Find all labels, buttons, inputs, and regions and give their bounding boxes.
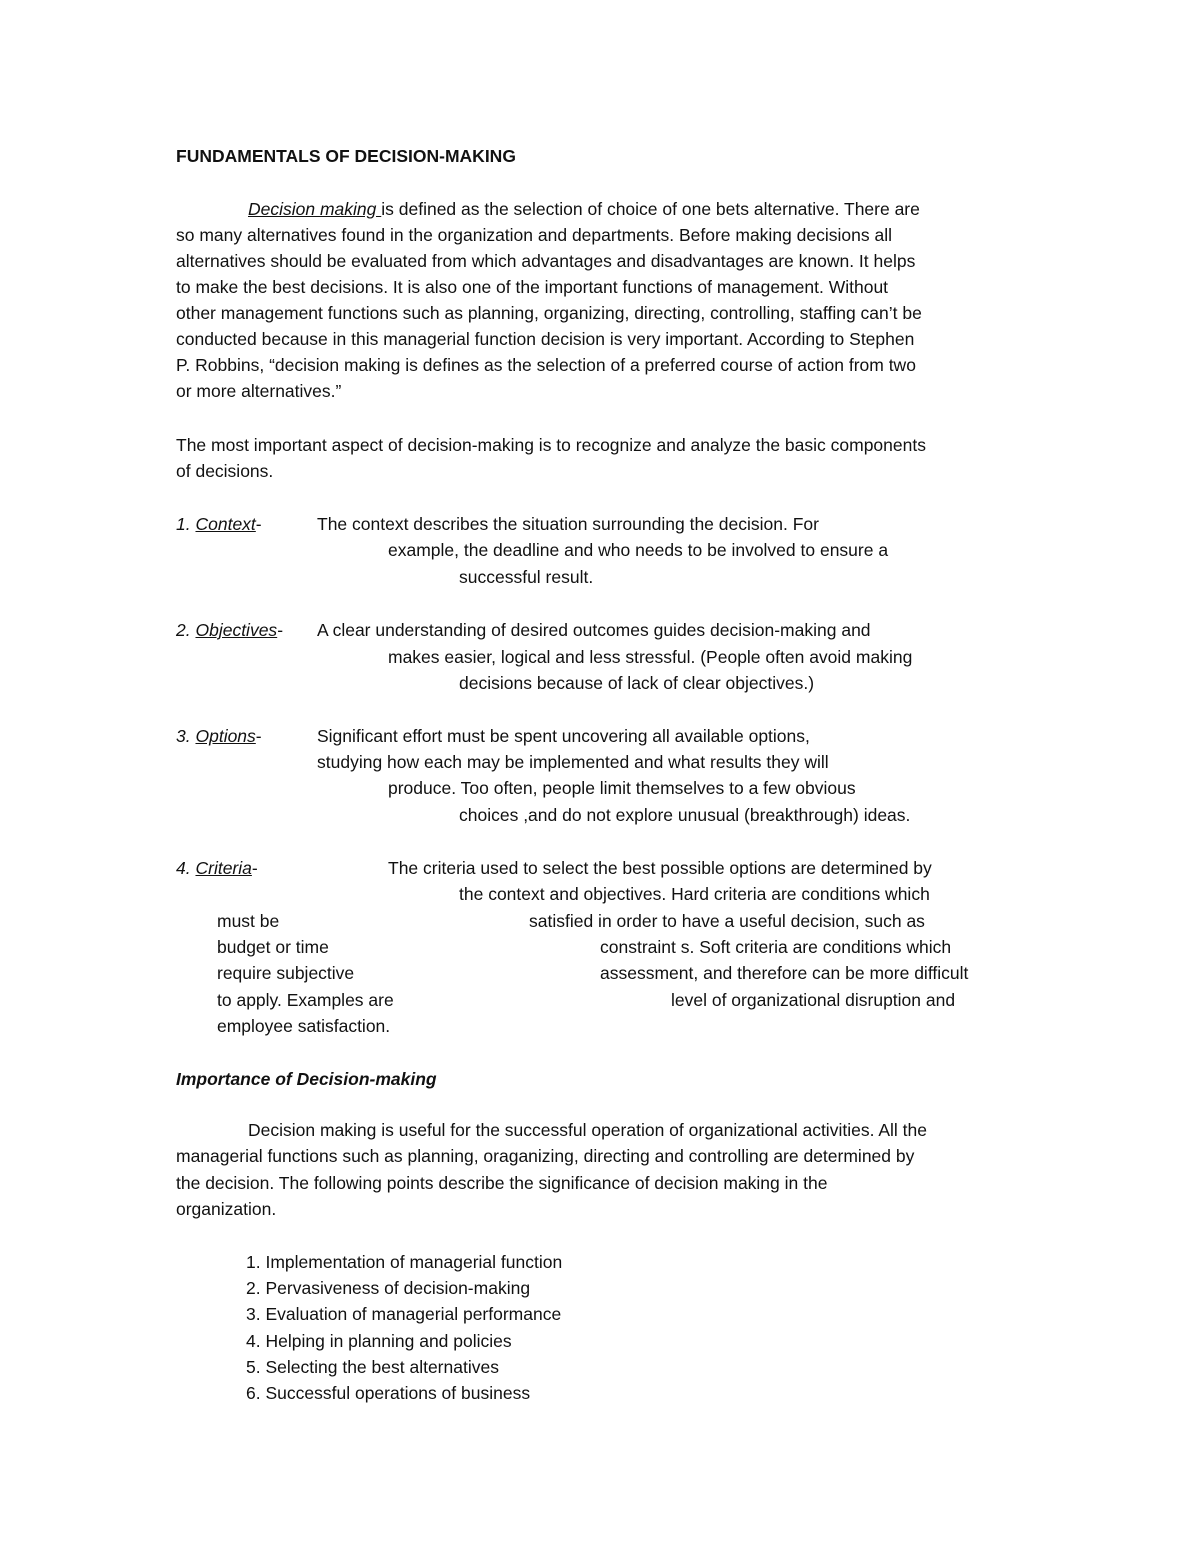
options-line-3: produce. Too often, people limit themselves to a few obvious	[388, 778, 856, 798]
page-title: FUNDAMENTALS OF DECISION-MAKING	[176, 146, 516, 166]
options-line-4: choices ,and do not explore unusual (breakthrough) ideas.	[459, 805, 911, 825]
criteria-line-2: the context and objectives. Hard criteria are conditions which	[459, 884, 930, 904]
aspect-line-2: of decisions.	[176, 461, 274, 481]
list-item: 1. Implementation of managerial function	[246, 1252, 563, 1272]
importance-line-2: managerial functions such as planning, oraganizing, directing and controlling are determined by	[176, 1146, 915, 1166]
list-item: 6. Successful operations of business	[246, 1383, 531, 1403]
criteria-left-4: to apply. Examples are	[217, 990, 394, 1010]
criteria-left-3: require subjective	[217, 963, 355, 983]
intro-line-7: P. Robbins, “decision making is defines as the selection of a preferred course of action from two	[176, 355, 916, 375]
importance-heading: Importance of Decision-making	[176, 1069, 437, 1089]
options-line-1: Significant effort must be spent uncovering all available options,	[317, 726, 810, 746]
objectives-line-3: decisions because of lack of clear objectives.)	[459, 673, 815, 693]
criteria-right-2: constraint s. Soft criteria are conditions which	[600, 937, 952, 957]
list-item: 5. Selecting the best alternatives	[246, 1357, 499, 1377]
criteria-left-1: must be	[217, 911, 280, 931]
component-objectives-label: 2. Objectives-	[176, 620, 284, 640]
criteria-right-4: level of organizational disruption and	[671, 990, 956, 1010]
intro-line-1: Decision making is defined as the selection of choice of one bets alternative. There are	[248, 199, 920, 219]
list-item: 2. Pervasiveness of decision-making	[246, 1278, 531, 1298]
importance-line-4: organization.	[176, 1199, 277, 1219]
intro-line-8: or more alternatives.”	[176, 381, 342, 401]
importance-line-1: Decision making is useful for the successful operation of organizational activities. All the	[248, 1120, 927, 1140]
intro-term: Decision making	[248, 199, 382, 219]
component-criteria-term: Criteria	[195, 858, 252, 878]
aspect-line-1: The most important aspect of decision-making is to recognize and analyze the basic components	[176, 435, 926, 455]
intro-line-2: so many alternatives found in the organization and departments. Before making decisions all	[176, 225, 892, 245]
criteria-left-2: budget or time	[217, 937, 329, 957]
component-context-term: Context	[195, 514, 256, 534]
intro-line-6: conducted because in this managerial function decision is very important. According to Stephen	[176, 329, 915, 349]
list-item: 3. Evaluation of managerial performance	[246, 1304, 562, 1324]
objectives-line-1: A clear understanding of desired outcomes guides decision-making and	[317, 620, 871, 640]
criteria-left-5: employee satisfaction.	[217, 1016, 391, 1036]
importance-line-3: the decision. The following points describe the significance of decision making in the	[176, 1173, 828, 1193]
intro-line-3: alternatives should be evaluated from which advantages and disadvantages are known. It helps	[176, 251, 916, 271]
component-criteria-label: 4. Criteria-	[176, 858, 258, 878]
component-options-label: 3. Options-	[176, 726, 262, 746]
component-options-term: Options	[195, 726, 256, 746]
component-objectives-term: Objectives	[195, 620, 278, 640]
context-line-1: The context describes the situation surrounding the decision. For	[317, 514, 819, 534]
objectives-line-2: makes easier, logical and less stressful. (People often avoid making	[388, 647, 913, 667]
list-item: 4. Helping in planning and policies	[246, 1331, 512, 1351]
context-line-3: successful result.	[459, 567, 594, 587]
criteria-right-1: satisfied in order to have a useful decision, such as	[529, 911, 925, 931]
intro-line-5: other management functions such as planning, organizing, directing, controlling, staffing can’t be	[176, 303, 922, 323]
context-line-2: example, the deadline and who needs to be involved to ensure a	[388, 540, 889, 560]
intro-line-4: to make the best decisions. It is also one of the important functions of management. Without	[176, 277, 889, 297]
criteria-line-1: The criteria used to select the best possible options are determined by	[388, 858, 932, 878]
criteria-right-3: assessment, and therefore can be more difficult	[600, 963, 969, 983]
options-line-2: studying how each may be implemented and what results they will	[317, 752, 829, 772]
component-context-label: 1. Context-	[176, 514, 262, 534]
